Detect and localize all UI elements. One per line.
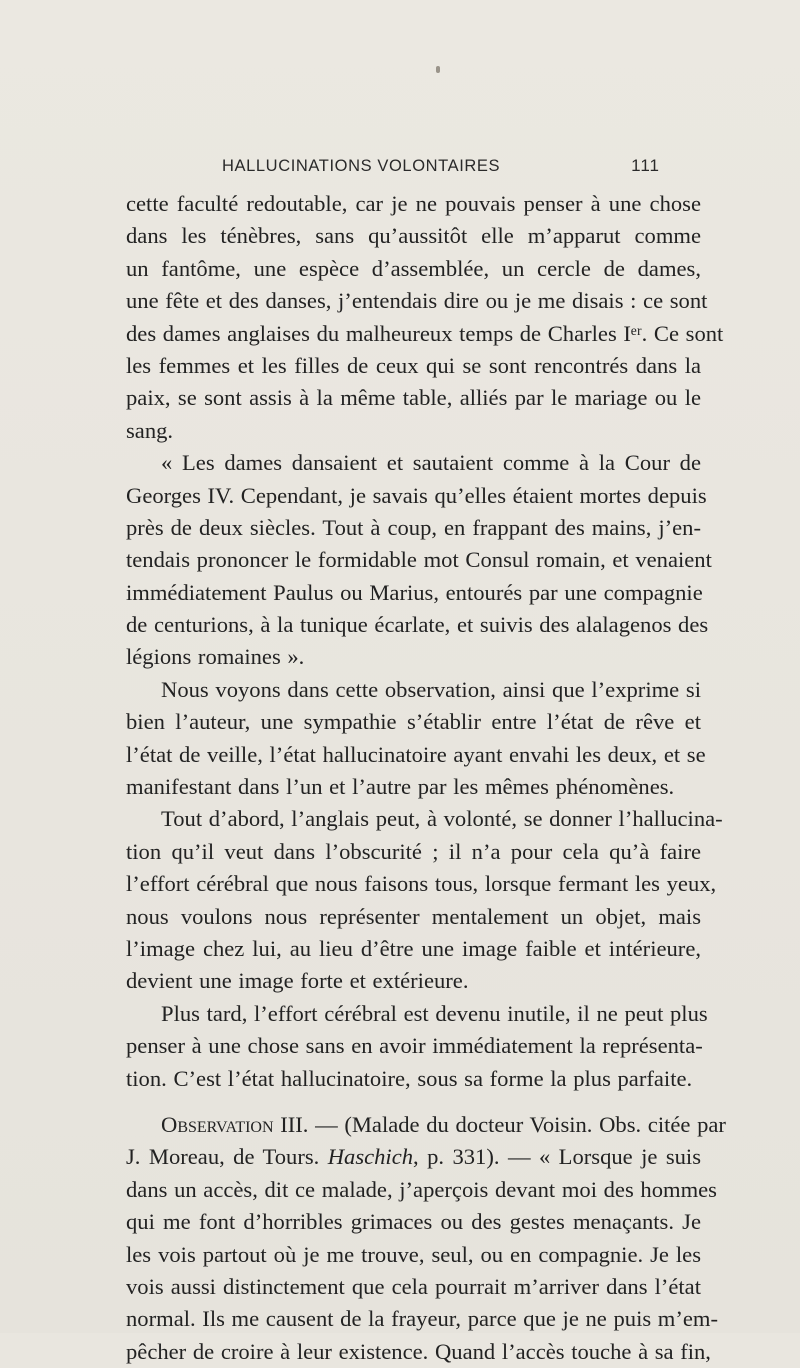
text-line: un fantôme, une espèce d’assemblée, un cercle de dames, (126, 255, 701, 281)
text-line: tion qu’il veut dans l’obscurité ; il n’a pour cela qu’à faire (126, 838, 701, 864)
text-line: vois aussi distinctement que cela pourrait m’arriver dans l’état (126, 1273, 701, 1299)
observation-text: — (Malade du docteur Voisin. Obs. citée par (308, 1111, 726, 1137)
citation-rest: , p. 331). — « Lorsque je suis (413, 1144, 701, 1170)
text-line: pêcher de croire à leur existence. Quand l’accès touche à sa fin, (126, 1338, 711, 1364)
text-line: cette faculté redoutable, car je ne pouvais penser à une chose (126, 191, 701, 216)
text-line: Nous voyons dans cette observation, ainsi que l’exprime si (161, 676, 701, 702)
text-line: dans un accès, dit ce malade, j’aperçois devant moi des hommes (126, 1176, 717, 1202)
paragraph-gap (126, 1095, 701, 1109)
citation-author: J. Moreau, de Tours. (126, 1144, 328, 1170)
text-line: l’image chez lui, au lieu d’être une image faible et intérieure, (126, 935, 701, 961)
citation-title: Haschich (327, 1144, 414, 1170)
observation-heading-line (126, 1109, 726, 1141)
text-line: qui me font d’horribles grimaces ou des gestes menaçants. Je (126, 1209, 701, 1235)
text-line: paix, se sont assis à la même table, alliés par le mariage ou le (126, 385, 701, 411)
text-line: penser à une chose sans en avoir immédiatement la représenta- (126, 1033, 703, 1059)
text-line: devient une image forte et extérieure. (126, 968, 469, 994)
text-line: l’effort cérébral que nous faisons tous, lorsque fermant les yeux, (126, 871, 717, 897)
text-line: dans les ténèbres, sans qu’aussitôt elle m’apparut comme (126, 223, 701, 249)
text-line: « Les dames dansaient et sautaient comme à la Cour de (161, 450, 701, 476)
text-line: Plus tard, l’effort cérébral est devenu inutile, il ne peut plus (161, 1000, 708, 1026)
text-line: immédiatement Paulus ou Marius, entourés par une compagnie (126, 579, 703, 605)
ink-speck (436, 66, 440, 73)
text-line: de centurions, à la tunique écarlate, et suivis des alalagenos des (126, 612, 709, 638)
observation-number: III. (273, 1111, 309, 1137)
text-line: sang. (126, 417, 174, 443)
text-line: nous voulons nous représenter mentalement un objet, mais (126, 903, 701, 929)
text-line: des dames anglaises du malheureux temps de Charles Iᵉʳ. Ce sont (126, 320, 724, 346)
text-line: Tout d’abord, l’anglais peut, à volonté, se donner l’hallucina- (161, 806, 723, 832)
text-line: près de deux siècles. Tout à coup, en frappant des mains, j’en- (126, 514, 701, 540)
text-line: manifestant dans l’un et l’autre par les mêmes phénomènes. (126, 774, 675, 800)
observation-label: Observation (161, 1111, 274, 1137)
text-line: normal. Ils me causent de la frayeur, parce que je ne puis m’em- (126, 1306, 719, 1332)
text-line: les femmes et les filles de ceux qui se sont rencontrés dans la (126, 352, 701, 378)
text-line: Georges IV. Cependant, je savais qu’elles étaient mortes depuis (126, 482, 707, 508)
page-number: 111 (631, 156, 660, 175)
text-line: une fête et des danses, j’entendais dire ou je me disais : ce sont (126, 288, 708, 314)
body-text (126, 188, 726, 1368)
running-head (222, 157, 660, 179)
text-line: tion. C’est l’état hallucinatoire, sous sa forme la plus parfaite. (126, 1065, 693, 1091)
observation-citation-line (126, 1141, 701, 1173)
text-line: les vois partout où je me trouve, seul, ou en compagnie. Je les (126, 1241, 701, 1267)
text-line: l’état de veille, l’état hallucinatoire ayant envahi les deux, et se (126, 741, 706, 767)
text-line: bien l’auteur, une sympathie s’établir entre l’état de rêve et (126, 709, 701, 735)
text-line: légions romaines ». (126, 644, 305, 670)
running-title: HALLUCINATIONS VOLONTAIRES (222, 157, 501, 175)
text-line: tendais prononcer le formidable mot Consul romain, et venaient (126, 547, 712, 573)
